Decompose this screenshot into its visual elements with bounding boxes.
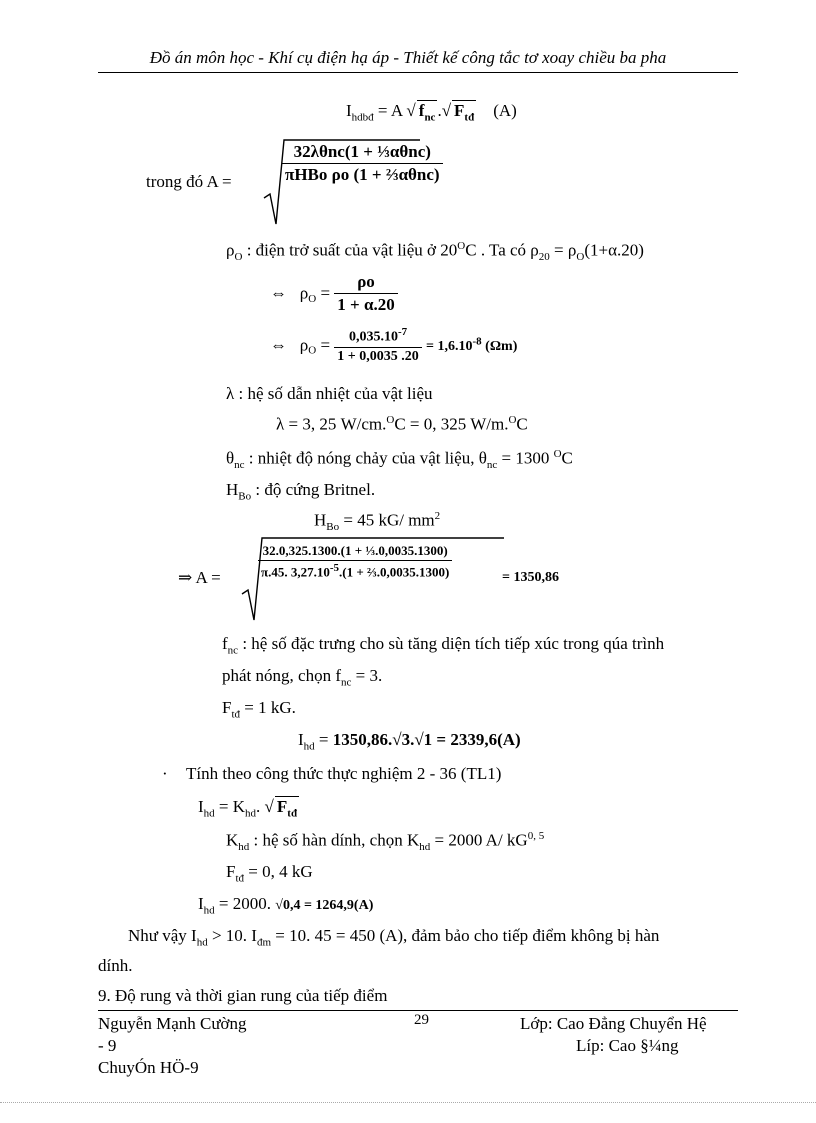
equation-a-numeric-label: ⇒ A = <box>178 568 221 587</box>
rho-equation-2: ⇔ $\rho_O$ = $\frac{0,035.10^{-7}}{1 + 0,0035 .20}$ = $1,6.10^{-8}$ (Ωm) <box>270 326 518 364</box>
footer-rule <box>98 1010 738 1011</box>
page-number: 29 <box>414 1012 429 1028</box>
equation-a-label: trong đó A = <box>146 172 232 191</box>
page-header: Đồ án môn học - Khí cụ điện hạ áp - Thiết kế công tắc tơ xoay chiều ba pha <box>149 48 667 67</box>
theta-description: $\theta_{nc}$ : nhiệt độ nóng chảy của vật liệu, $\theta_{nc} = 1300$ $^O$C <box>226 448 573 472</box>
hbo-description: $H_{Bo}$ : độ cứng Britnel. <box>226 480 376 503</box>
section-title: 9. Độ rung và thời gian rung của tiếp điểm <box>98 986 388 1005</box>
footer-class: Lớp: Cao Đẳng Chuyển Hệ <box>520 1014 707 1033</box>
conclusion-line1: Như vậy $I_{hd} > 10$. $I_{đm} = 10$. 45 = 450 (A), đảm bảo cho tiếp điểm không bị hàn <box>128 926 660 949</box>
footer-author: Nguyễn Mạnh Cường <box>98 1014 247 1033</box>
bullet-mark: · <box>162 764 168 783</box>
lambda-value: λ = 3, 25 W/cm.$^O$C = 0, 325 W/m.$^O$C <box>276 414 528 434</box>
rho-equation-1: ⇔ $\rho_O$ = $\frac{\rho o}{1 + \alpha.20}$ <box>270 272 398 315</box>
ftd-value-1: $F_{tđ} = 1$ kG. <box>222 698 296 721</box>
footer-author-garbled: ChuyÓn HÖ-9 <box>98 1058 199 1077</box>
ihd-equation-1: $I_{hd} = 1350,86.√3.√1 = 2339,6(A)$ <box>298 730 521 753</box>
equation-a-result: = 1350,86 <box>502 570 559 585</box>
lambda-description: λ : hệ số dẫn nhiệt của vật liệu <box>226 384 433 403</box>
fnc-description-line1: $f_{nc}$ : hệ số đặc trưng cho sù tăng diện tích tiếp xúc trong qúa trình <box>222 634 665 657</box>
equation-a-fraction: $\frac{\text{32λθnc(1 + ⅓αθnc)}}{\text{πHBo ρo (1 + ⅔αθnc)}}$ <box>282 142 443 185</box>
ihd-equation-2: $I_{hd} = K_{hd}$. √ $F_{tđ}$ <box>198 797 298 820</box>
khd-description: $K_{hd}$ : hệ số hàn dính, chọn $K_{hd} = 2000$ A/ kG$^{0, 5}$ <box>226 830 545 854</box>
conclusion-line2: dính. <box>98 956 133 975</box>
equation-a-numeric-fraction: $\frac{\text{32.0,325.1300.(1 + ⅓.0,0035.1300)}}{\pi.45. 3,27.10^{-5}.(1 + \frac{2}{3}.0,0035.1300)}$ <box>258 543 452 580</box>
fnc-description-line2: phát nóng, chọn $f_{nc} = 3$. <box>222 666 383 689</box>
footer-class-garbled: Líp: Cao §¼ng <box>576 1036 679 1055</box>
ihd-equation-3: $I_{hd} = 2000$. √0,4 = 1264,9(A) <box>198 894 374 917</box>
hbo-value: $H_{Bo} = 45$ kG/ $mm^2$ <box>314 510 441 534</box>
bullet-text: Tính theo công thức thực nghiệm 2 - 36 (TL1) <box>186 764 502 783</box>
page-bottom-dots <box>0 1102 816 1103</box>
footer-author-cont: - 9 <box>98 1036 117 1055</box>
header-rule <box>98 72 738 73</box>
ftd-value-2: $F_{tđ} = 0$, 4 kG <box>226 862 313 885</box>
rho-description: $\rho_O$ : điện trở suất của vật liệu ở $20^OC$ . Ta có $\rho_{20} = \rho_O(1+\alpha.20)$ <box>226 240 644 264</box>
equation-ihdbd: $I_{hdbđ} = A$ √ $f_{nc}$ .√ $F_{tđ}$ (A) <box>346 101 517 124</box>
